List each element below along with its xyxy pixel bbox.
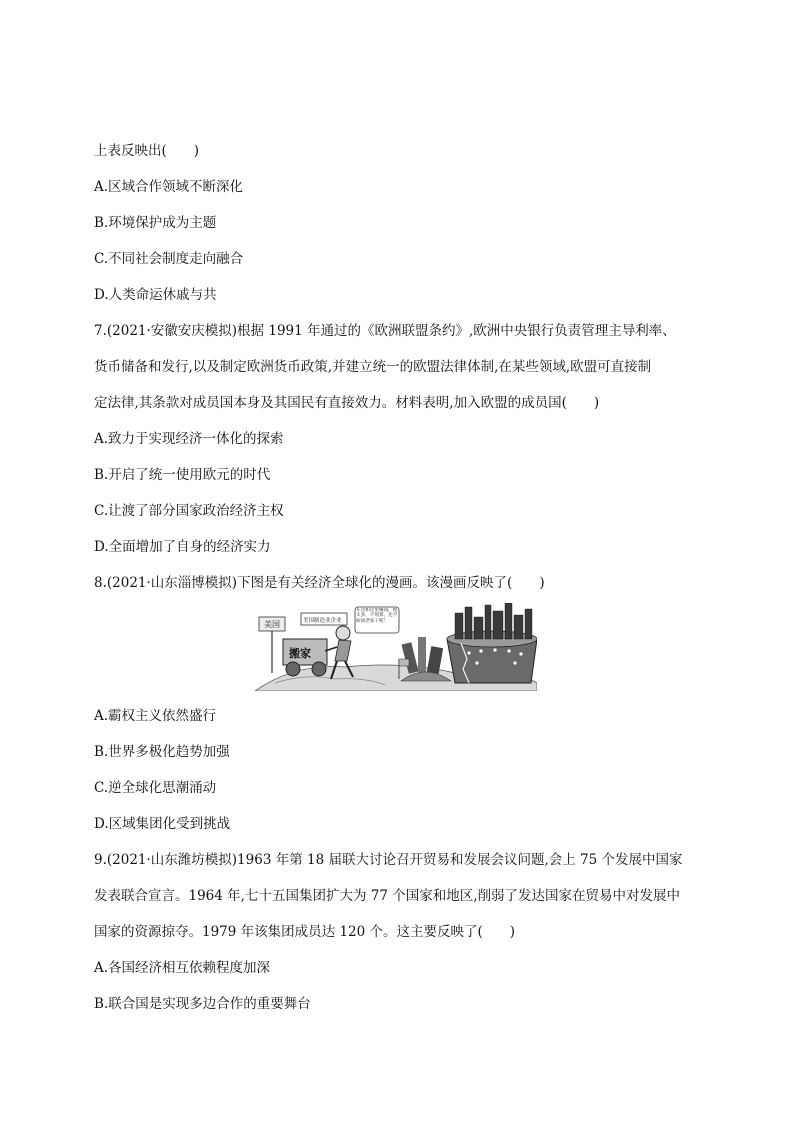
q6-option-b: B.环境保护成为主题 [94, 215, 217, 231]
q8-option-a: A.霸权主义依然盛行 [94, 708, 217, 724]
q9-stem-line-2: 发表联合宣言。1964 年,七十五国集团扩大为 77 个国家和地区,削弱了发达国家在贸易中对发展中 [94, 888, 680, 904]
banner-text: 美国制造业企业 [303, 618, 342, 624]
cart-wheel-right [312, 662, 326, 676]
sign-text: 美国 [264, 620, 280, 629]
q9-option-b: B.联合国是实现多边合作的重要舞台 [94, 996, 311, 1012]
q8-stem: 8.(2021·山东淄博模拟)下图是有关经济全球化的漫画。该漫画反映了( ) [94, 575, 545, 591]
q8-option-c: C.逆全球化思潮涌动 [94, 780, 217, 796]
speech-bubble-text: 在这和这里赚钱，税太多，不划算，还不如回老家干呢！ [356, 608, 398, 624]
q6-option-a: A.区域合作领域不断深化 [94, 179, 244, 195]
q7-option-b: B.开启了统一使用欧元的时代 [94, 467, 271, 483]
q8-option-d: D.区域集团化受到挑战 [94, 816, 231, 832]
q7-option-a: A.致力于实现经济一体化的探索 [94, 431, 284, 447]
q9-option-a: A.各国经济相互依赖程度加深 [94, 960, 271, 976]
globalization-cartoon [255, 603, 537, 691]
skyline [455, 603, 532, 639]
q7-stem-line-2: 货币储备和发行,以及制定欧洲货币政策,并建立统一的欧盟法律体制,在某些领域,欧盟可直接制 [94, 359, 652, 375]
q9-stem-line-3: 国家的资源掠夺。1979 年该集团成员达 120 个。这主要反映了( ) [94, 924, 516, 940]
man-body [335, 640, 351, 661]
cart-wheel-left [286, 662, 300, 676]
q6-stem: 上表反映出( ) [94, 143, 200, 159]
q7-stem-line-3: 定法律,其条款对成员国本身及其国民有直接效力。材料表明,加入欧盟的成员国( ) [94, 395, 600, 411]
q9-stem-line-1: 9.(2021·山东潍坊模拟)1963 年第 18 届联大讨论召开贸易和发展会议问题,会上 75 个发展中国家 [94, 852, 683, 868]
q7-option-d: D.全面增加了自身的经济实力 [94, 539, 271, 555]
q6-option-d: D.人类命运休戚与共 [94, 287, 217, 303]
cart-label: 搬家 [289, 647, 311, 660]
q8-option-b: B.世界多极化趋势加强 [94, 744, 230, 760]
q6-option-c: C.不同社会制度走向融合 [94, 251, 244, 267]
q7-stem-line-1: 7.(2021·安徽安庆模拟)根据 1991 年通过的《欧洲联盟条约》,欧洲中央银行负责管理主导利率、 [94, 323, 676, 339]
man-head [336, 626, 350, 640]
q7-option-c: C.让渡了部分国家政治经济主权 [94, 503, 284, 519]
